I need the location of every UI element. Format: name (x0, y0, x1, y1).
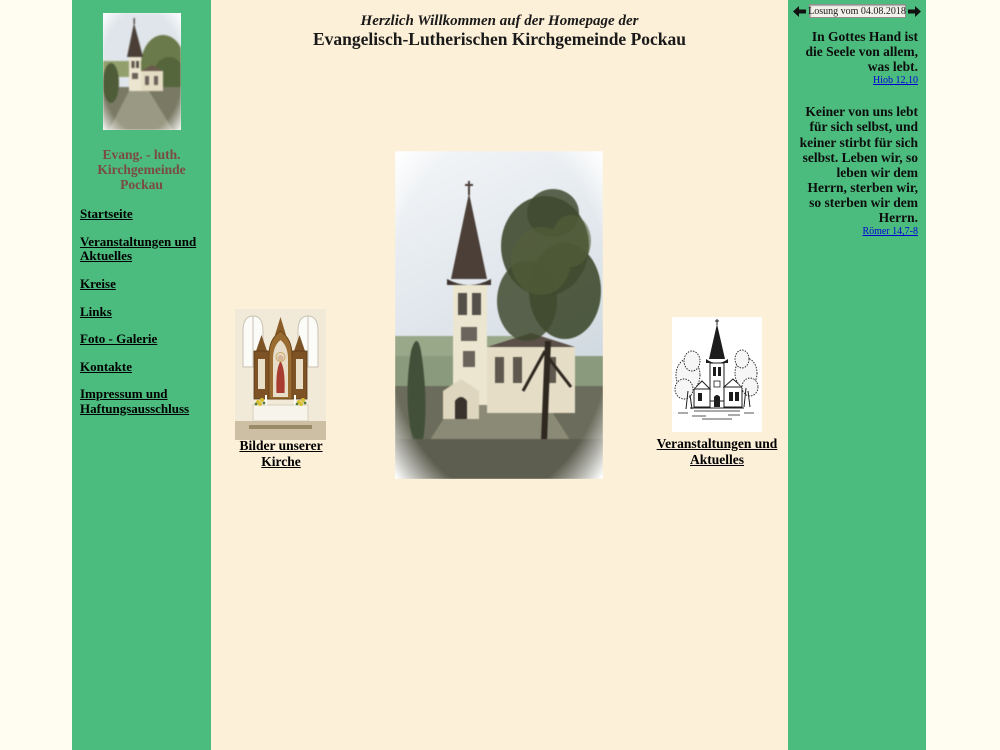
central-church-photo (395, 151, 603, 479)
page-margin-right (926, 0, 1000, 750)
right-sidebar (788, 0, 926, 750)
altar-image[interactable] (235, 309, 326, 440)
sidebar-item-links[interactable]: Links (80, 303, 112, 319)
central-church-photo-art (395, 151, 603, 479)
sidebar-item-kontakte[interactable]: Kontakte (80, 358, 132, 374)
arrow-left-icon[interactable] (793, 6, 806, 17)
losung-date-box (809, 4, 906, 18)
welcome-heading-line2: Evangelisch-Lutherischen Kirchgemeinde Pockau (312, 29, 686, 49)
sidebar-item-startseite[interactable]: Startseite (80, 206, 133, 222)
church-photo-art (103, 13, 181, 130)
altar-image-art (235, 309, 326, 440)
losung-navigation (788, 4, 926, 18)
site-title: Evang. - luth. Kirchgemeinde Pockau (97, 147, 186, 193)
losung-verse-2-reference-link[interactable]: Römer 14,7-8 (862, 226, 918, 238)
arrow-right-icon[interactable] (908, 6, 921, 17)
church-drawing-image[interactable] (672, 317, 762, 432)
sidebar-item-veranstaltungen[interactable]: Veranstaltungen und Aktuelles (80, 233, 197, 264)
welcome-heading-line1: Herzlich Willkommen auf der Homepage der (360, 13, 639, 29)
bilder-unserer-kirche-link[interactable]: Bilder unserer Kirche (239, 438, 323, 469)
sidebar-item-foto-galerie[interactable]: Foto - Galerie (80, 331, 158, 347)
losung-verse-2: Keiner von uns lebt für sich selbst, und keiner stirbt für sich selbst. Leben wir, so leben wir dem Herrn, sterben wir, so sterben wir dem Herrn. (799, 104, 918, 226)
page-margin-left (0, 0, 72, 750)
sidebar-item-impressum[interactable]: Impressum und Haftungsausschluss (80, 386, 190, 416)
church-drawing-art (672, 317, 762, 432)
left-sidebar (72, 0, 211, 750)
main-content (211, 0, 788, 750)
losung-verse-1: In Gottes Hand ist die Seele von allem, was lebt. (805, 29, 918, 75)
losung-verse-1-reference-link[interactable]: Hiob 12,10 (873, 75, 918, 87)
sidebar-nav (72, 207, 211, 416)
sidebar-church-photo (103, 13, 181, 130)
sidebar-item-kreise[interactable]: Kreise (80, 275, 116, 291)
veranstaltungen-und-aktuelles-link[interactable]: Veranstaltungen und Aktuelles (656, 436, 778, 467)
losung-date-label: Losung vom 04.08.2018 (808, 5, 906, 17)
